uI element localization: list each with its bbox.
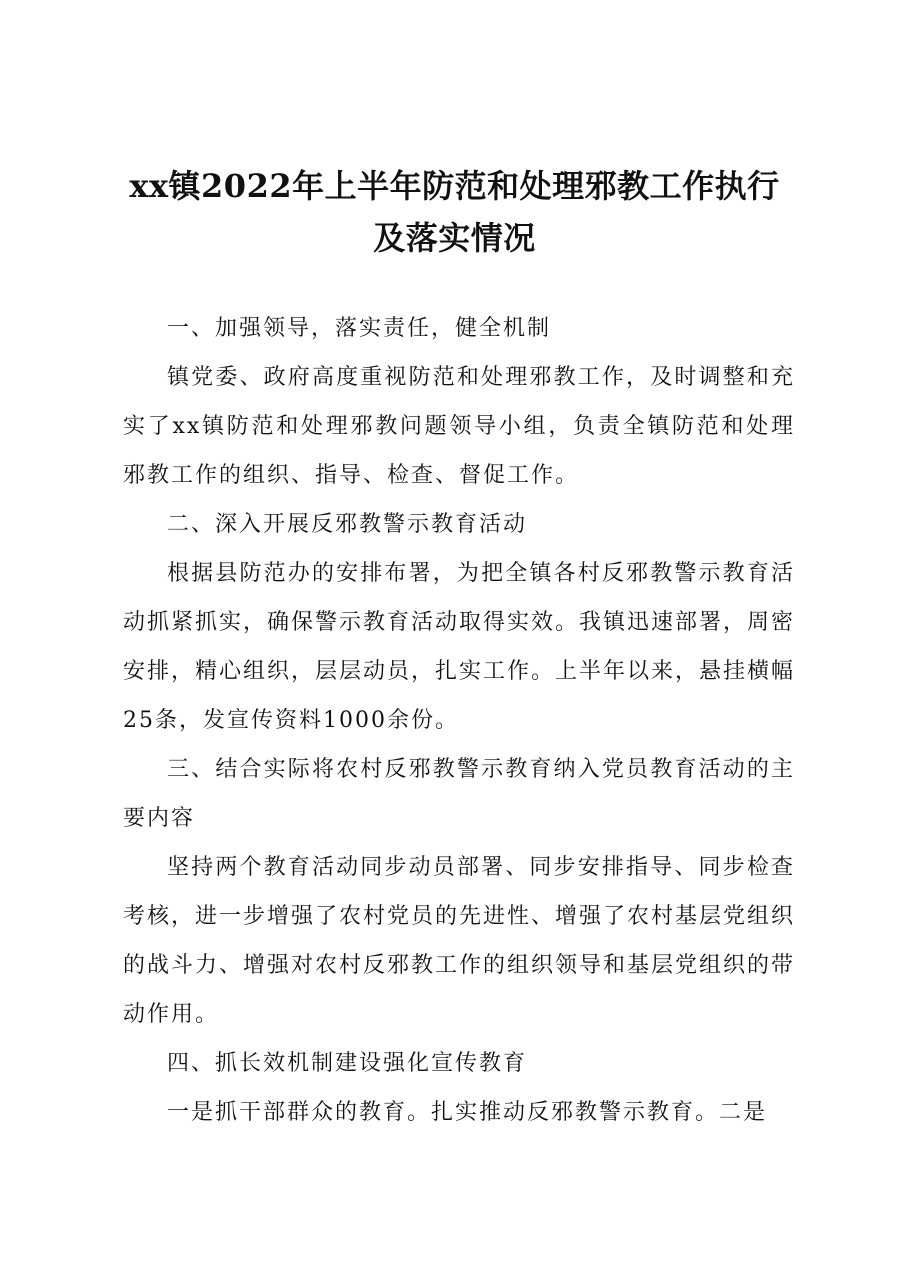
section-heading-2: 二、深入开展反邪教警示教育活动 [167, 512, 528, 537]
document-body [123, 304, 795, 1137]
paragraph-4: 一是抓干部群众的教育。扎实推动反邪教警示教育。二是 [167, 1100, 768, 1125]
section-heading-4: 四、抓长效机制建设强化宣传教育 [167, 1051, 528, 1076]
paragraph-2: 根据县防范办的安排布署，为把全镇各村反邪教警示教育活动抓紧抓实，确保警示教育活动取得实效。我镇迅速部署，周密安排，精心组织，层层动员，扎实工作。上半年以来，悬挂横幅25条，发宣传资料1000余份。 [123, 561, 796, 733]
paragraph-3: 坚持两个教育活动同步动员部署、同步安排指导、同步检查考核，进一步增强了农村党员的先进性、增强了农村基层党组织的战斗力、增强对农村反邪教工作的组织领导和基层党组织的带动作用。 [123, 855, 796, 1027]
section-heading-3: 三、结合实际将农村反邪教警示教育纳入党员教育活动的主要内容 [123, 757, 795, 831]
title-line-2: 及落实情况 [373, 219, 536, 257]
paragraph-1: 镇党委、政府高度重视防范和处理邪教工作，及时调整和充实了xx镇防范和处理邪教问题领导小组，负责全镇防范和处理邪教工作的组织、指导、检查、督促工作。 [123, 365, 795, 488]
section-heading-1: 一、加强领导，落实责任，健全机制 [167, 316, 552, 341]
document-title [100, 160, 809, 264]
title-line-1: xx镇2022年上半年防范和处理邪教工作执行 [129, 167, 780, 205]
